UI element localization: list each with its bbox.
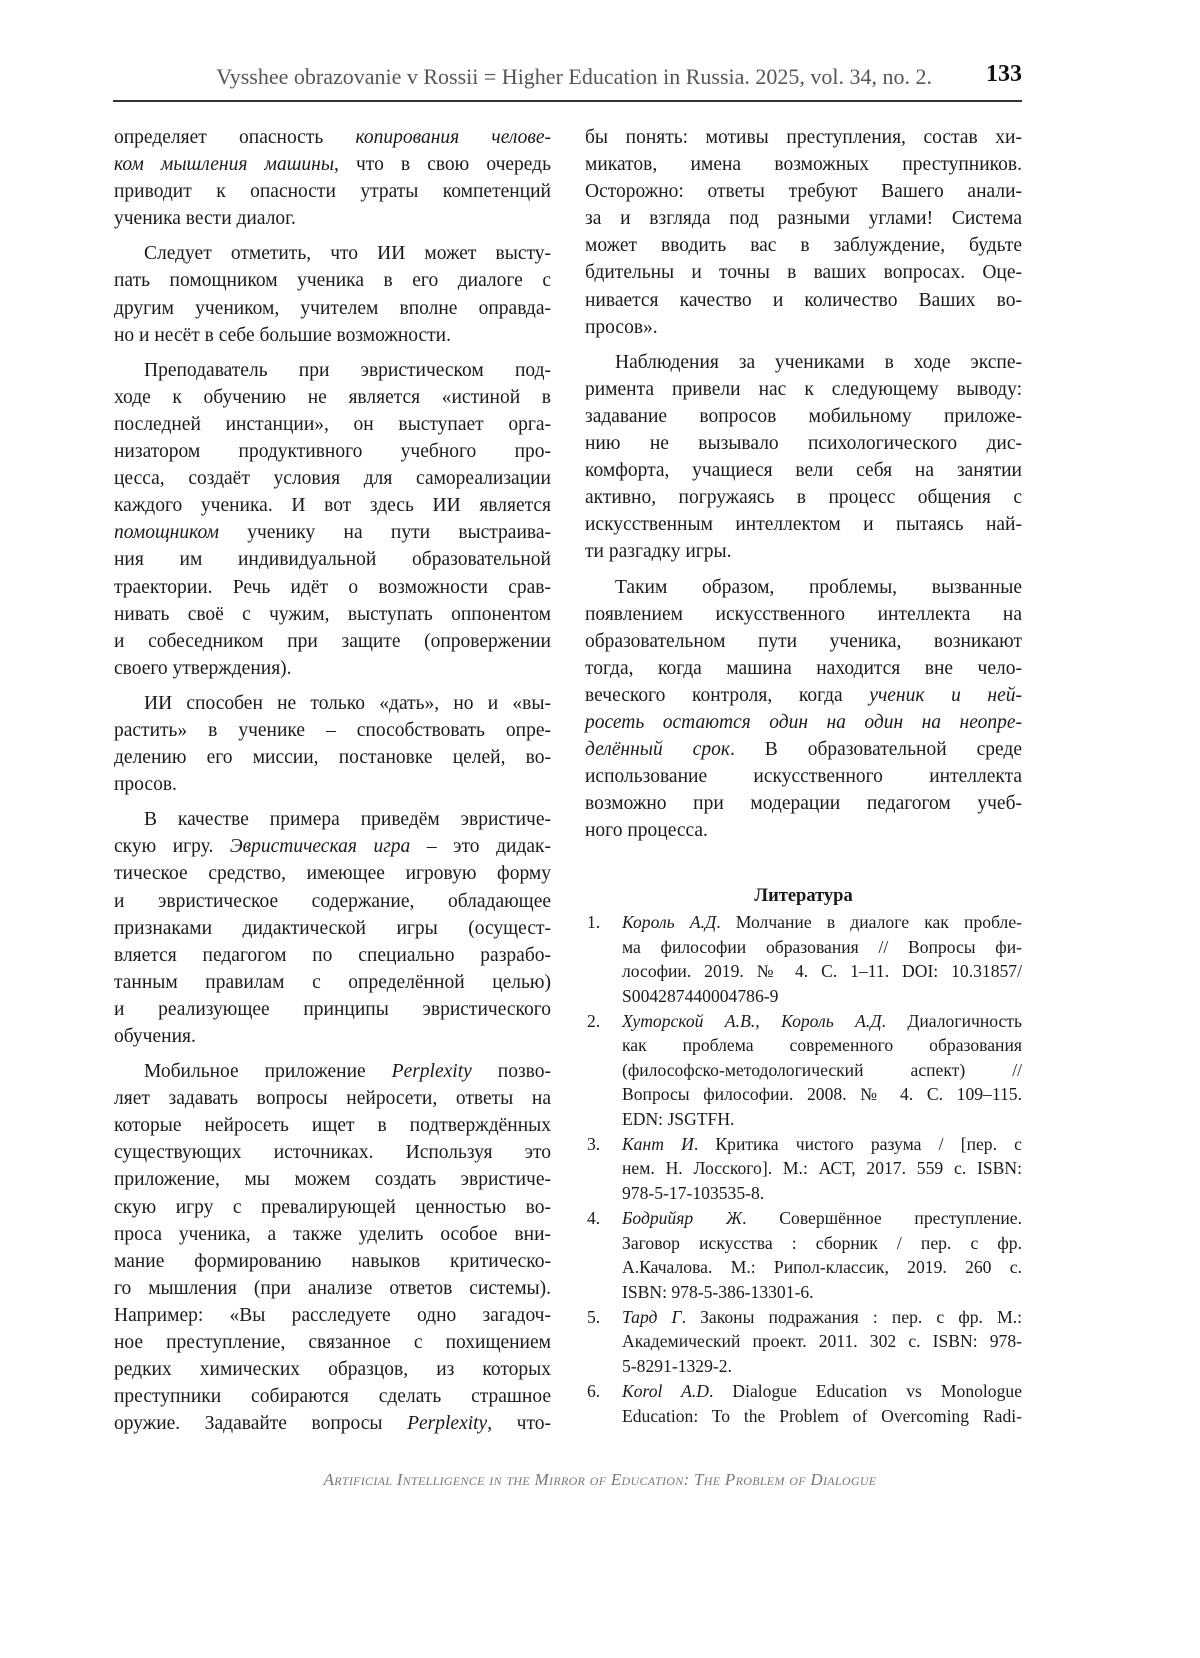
- text: обучения.: [114, 1026, 196, 1047]
- text: Например: «Вы расследуете одно загадоч-: [114, 1304, 551, 1326]
- text: нем. Н. Лосского]. М.: АСТ, 2017. 559 с. ISBN:: [622, 1158, 1022, 1179]
- text: (философско-методологический аспект) //: [622, 1059, 1022, 1080]
- text: растить» в ученике – способствовать опре-: [114, 719, 551, 741]
- text-line: [114, 1139, 551, 1166]
- text-line: [622, 984, 1022, 1008]
- text-line: [114, 492, 551, 519]
- paragraph: [114, 690, 551, 798]
- text: признаками дидактической игры (осущест-: [114, 917, 551, 939]
- text: существующих источниках. Используя это: [114, 1142, 551, 1164]
- text: появлением искусственного интеллекта на: [585, 603, 1022, 625]
- paragraph: [585, 124, 1022, 341]
- text: . Диалогичность: [881, 1011, 1022, 1032]
- text-line: [114, 1383, 551, 1410]
- text: бдительны и точны в ваших вопросах. Оце-: [585, 262, 1022, 284]
- right-column: [585, 124, 1022, 852]
- text: Академический проект. 2011. 302 с. ISBN: 978-: [622, 1331, 1022, 1352]
- text-line: [114, 1356, 551, 1383]
- paragraph: [114, 240, 551, 348]
- reference-number: 6.: [587, 1381, 601, 1402]
- text-line: [114, 124, 551, 151]
- references-heading: Литература: [754, 886, 853, 906]
- italic-text: ученик и ней-: [869, 684, 1023, 706]
- text-line: [114, 178, 551, 205]
- text-line: [114, 996, 551, 1023]
- text: – это дидак-: [410, 836, 551, 858]
- text-line: [114, 942, 551, 969]
- text-line: [585, 124, 1022, 151]
- text: скую игру с превалирующей ценностью во-: [114, 1196, 551, 1218]
- text-line: [114, 601, 551, 628]
- text-line: [622, 959, 1022, 983]
- text: задавание вопросов мобильному приложе-: [585, 405, 1022, 427]
- text: Мобильное приложение: [144, 1061, 392, 1083]
- text-line: [114, 574, 551, 601]
- text: за и взгляда под разными углами! Система: [585, 208, 1022, 230]
- text: ISBN: 978-5-386-13301-6.: [622, 1281, 814, 1302]
- text: тическое средство, имеющее игровую форму: [114, 863, 551, 885]
- text-line: [585, 601, 1022, 628]
- text-line: [114, 1085, 551, 1112]
- italic-text: делённый срок: [585, 739, 730, 761]
- text: цесса, создаёт условия для самореализации: [114, 468, 551, 490]
- text-line: [585, 151, 1022, 178]
- text-line: [585, 682, 1022, 709]
- text: пать помощником ученика в его диалоге с: [114, 270, 551, 292]
- text-line: [585, 484, 1022, 511]
- text: нию не вызывало психологического дис-: [585, 433, 1022, 455]
- text: но и несёт в себе большие возможности.: [114, 324, 451, 346]
- text-line: [622, 935, 1022, 959]
- references-list: [585, 910, 1022, 1428]
- text-line: [622, 1132, 1022, 1156]
- text: ученику на пути выстраива-: [218, 522, 551, 544]
- text: другим учеником, учителем вполне оправда-: [114, 297, 551, 319]
- text-line: [585, 709, 1022, 736]
- text: комфорта, учащиеся вели себя на занятии: [585, 460, 1022, 482]
- text: Таким образом, проблемы, вызванные: [615, 576, 1022, 598]
- text: ное преступление, связанное с похищением: [114, 1332, 551, 1354]
- text: . В образовательной среде: [729, 739, 1023, 761]
- text-line: [622, 1255, 1022, 1279]
- reference-number: 4.: [587, 1208, 601, 1229]
- text: редких химических образцов, из которых: [114, 1359, 551, 1381]
- text: Education: To the Problem of Overcoming Radi-: [622, 1405, 1022, 1426]
- text: . Dialogue Education vs Monologue: [708, 1381, 1023, 1402]
- italic-text: ком мышления машины: [114, 154, 335, 176]
- text-line: [114, 322, 551, 349]
- text-line: [114, 806, 551, 833]
- text-line: [585, 178, 1022, 205]
- text: образовательном пути ученика, возникают: [585, 630, 1022, 652]
- italic-text: копирования челове-: [355, 127, 551, 148]
- reference-item: [585, 1132, 1022, 1205]
- text: низатором продуктивного учебного про-: [114, 441, 551, 463]
- text-line: [114, 1275, 551, 1302]
- paragraph: [585, 349, 1022, 566]
- text-line: [114, 267, 551, 294]
- text: приводит к опасности утраты компетенций: [114, 181, 551, 203]
- text: которые нейросеть ищет в подтверждённых: [114, 1115, 551, 1137]
- page-number: 133: [986, 61, 1022, 87]
- text-line: [114, 1166, 551, 1193]
- text: ти разгадку игры.: [585, 541, 732, 563]
- italic-text: Perplexity: [407, 1413, 488, 1435]
- text-line: [585, 287, 1022, 314]
- text-line: [585, 430, 1022, 457]
- text: просов».: [585, 316, 658, 338]
- italic-text: Эвристическая игра: [229, 836, 411, 858]
- text: S004287440004786-9: [622, 985, 779, 1006]
- text: танным правилам с определённой целью): [114, 971, 551, 993]
- reference-number: 5.: [587, 1306, 601, 1327]
- text: . Совершённое преступление.: [742, 1208, 1022, 1229]
- text: А.Качалова. М.: Рипол-классик, 2019. 260 с.: [622, 1257, 1022, 1278]
- text-line: [622, 1181, 1022, 1205]
- italic-text: Кант И: [622, 1134, 694, 1155]
- text-line: [114, 717, 551, 744]
- running-header: [113, 58, 1022, 102]
- reference-number: 2.: [587, 1011, 601, 1032]
- text-line: [622, 1107, 1022, 1131]
- text-line: [114, 628, 551, 655]
- text: Осторожно: ответы требуют Вашего анали-: [585, 181, 1022, 203]
- text-line: [622, 1280, 1022, 1304]
- text-line: [585, 736, 1022, 763]
- text-line: [114, 1302, 551, 1329]
- text-line: [585, 655, 1022, 682]
- text: активно, погружаясь в процесс общения с: [585, 487, 1022, 509]
- text-line: [114, 465, 551, 492]
- text-line: [585, 259, 1022, 286]
- text: . Молчание в диалоге как пробле-: [716, 912, 1022, 933]
- text-line: [585, 403, 1022, 430]
- text: использование искусственного интеллекта: [585, 766, 1022, 788]
- text: микатов, имена возможных преступников.: [585, 154, 1022, 176]
- text: , что-: [487, 1413, 551, 1435]
- text-line: [114, 1248, 551, 1275]
- text: нивается качество и количество Ваших во-: [585, 289, 1022, 311]
- text-line: [585, 349, 1022, 376]
- italic-text: Perplexity: [391, 1061, 472, 1083]
- text-line: [114, 771, 551, 798]
- text-line: [585, 574, 1022, 601]
- text-line: [114, 969, 551, 996]
- italic-text: Тард Г: [622, 1306, 682, 1327]
- text: каждого ученика. И вот здесь ИИ является: [114, 495, 551, 517]
- text-line: [622, 1206, 1022, 1230]
- text: ляет задавать вопросы нейросети, ответы на: [114, 1088, 551, 1110]
- text: ма философии образования // Вопросы фи-: [622, 936, 1022, 957]
- text-line: [114, 1112, 551, 1139]
- text-line: [114, 888, 551, 915]
- text-line: [114, 240, 551, 267]
- text: мание формированию навыков критическо-: [114, 1250, 551, 1272]
- text-line: [622, 1379, 1022, 1403]
- text: вляется педагогом по специально разрабо-: [114, 944, 551, 966]
- text: Следует отметить, что ИИ может высту-: [144, 243, 551, 265]
- text-line: [585, 376, 1022, 403]
- text: просов.: [114, 774, 177, 796]
- text: Наблюдения за учениками в ходе экспе-: [615, 351, 1022, 373]
- text-line: [585, 232, 1022, 259]
- text: оружие. Задавайте вопросы: [114, 1413, 408, 1435]
- italic-text: помощником: [114, 522, 219, 544]
- text: , что в свою очередь: [334, 154, 551, 176]
- paragraph: [114, 806, 551, 1050]
- text: возможно при модерации педагогом учеб-: [585, 793, 1022, 815]
- text-line: [114, 1194, 551, 1221]
- text-line: [622, 1082, 1022, 1106]
- paragraph: [114, 124, 551, 232]
- text: Заговор искусства : сборник / пер. с фр.: [622, 1232, 1022, 1253]
- italic-text: Хуторской А.В., Король А.Д: [622, 1011, 882, 1032]
- italic-text: Король А.Д: [622, 912, 717, 933]
- text: траектории. Речь идёт о возможности срав-: [114, 576, 551, 598]
- text-line: [585, 790, 1022, 817]
- text-line: [622, 1231, 1022, 1255]
- text-line: [114, 438, 551, 465]
- text-line: [622, 1009, 1022, 1033]
- text-line: [114, 546, 551, 573]
- text: лософии. 2019. № 4. С. 1–11. DOI: 10.31857/: [622, 961, 1022, 982]
- text-line: [585, 457, 1022, 484]
- text-line: [114, 357, 551, 384]
- text-line: [114, 1329, 551, 1356]
- text-line: [114, 655, 551, 682]
- paragraph: [585, 574, 1022, 845]
- text: скую игру.: [114, 836, 230, 858]
- text-line: [114, 744, 551, 771]
- text-line: [114, 151, 551, 178]
- text-line: [622, 1156, 1022, 1180]
- text: как проблема современного образования: [622, 1035, 1022, 1056]
- text: Преподаватель при эвристическом под-: [144, 359, 551, 381]
- text: ходе к обучению не является «истиной в: [114, 386, 551, 408]
- text: 5-8291-1329-2.: [622, 1355, 732, 1376]
- italic-text: росеть остаются один на один на неопре-: [585, 711, 1022, 733]
- text-line: [114, 295, 551, 322]
- text: тогда, когда машина находится вне чело-: [585, 657, 1022, 679]
- text-line: [114, 915, 551, 942]
- text-line: [622, 1354, 1022, 1378]
- text: своего утверждения).: [114, 657, 292, 679]
- text: и собеседником при защите (опровержении: [114, 630, 551, 652]
- text-line: [622, 1329, 1022, 1353]
- text-line: [114, 690, 551, 717]
- references-section: [585, 884, 1022, 1429]
- text: проса ученика, а также уделить особое вни-: [114, 1223, 551, 1245]
- text-line: [114, 1023, 551, 1050]
- text: и реализующее принципы эвристического: [114, 998, 551, 1020]
- text-line: [585, 538, 1022, 565]
- text-line: [622, 910, 1022, 934]
- italic-text: Korol A.D: [622, 1381, 709, 1402]
- text-line: [585, 763, 1022, 790]
- text-line: [114, 384, 551, 411]
- reference-item: [585, 1379, 1022, 1428]
- text: . Законы подражания : пер. с фр. М.:: [681, 1306, 1022, 1327]
- text-line: [114, 1058, 551, 1085]
- reference-item: [585, 1305, 1022, 1378]
- text-line: [585, 314, 1022, 341]
- text: позво-: [471, 1061, 551, 1083]
- text-line: [622, 1033, 1022, 1057]
- text: может вводить вас в заблуждение, будьте: [585, 235, 1022, 257]
- text-line: [622, 1058, 1022, 1082]
- paragraph: [114, 1058, 551, 1437]
- text-line: [114, 519, 551, 546]
- text-line: [114, 1221, 551, 1248]
- italic-text: Бодрийяр Ж: [622, 1208, 743, 1229]
- text: и эвристическое содержание, обладающее: [114, 890, 551, 912]
- reference-number: 1.: [587, 912, 601, 933]
- text: ния им индивидуальной образовательной: [114, 549, 551, 571]
- text: EDN: JSGTFH.: [622, 1108, 735, 1129]
- text: бы понять: мотивы преступления, состав хи-: [585, 127, 1022, 148]
- text: римента привели нас к следующему выводу:: [585, 378, 1022, 400]
- paragraph: [114, 357, 551, 682]
- text-line: [622, 1305, 1022, 1329]
- text: определяет опасность: [114, 127, 356, 148]
- text: последней инстанции», он выступает орга-: [114, 413, 551, 435]
- text: приложение, мы можем создать эвристиче-: [114, 1169, 551, 1191]
- text-line: [585, 511, 1022, 538]
- running-footer: Artificial Intelligence in the Mirror of Education: The Problem of Dialogue: [323, 1470, 877, 1489]
- reference-item: [585, 1206, 1022, 1304]
- text-line: [114, 860, 551, 887]
- text-line: [585, 628, 1022, 655]
- text: го мышления (при анализе ответов системы).: [114, 1277, 551, 1299]
- reference-item: [585, 910, 1022, 1008]
- text: В качестве примера приведём эвристиче-: [144, 809, 551, 831]
- journal-title: Vysshee obrazovanie v Rossii = Higher Education in Russia. 2025, vol. 34, no. 2.: [216, 64, 932, 89]
- text-line: [585, 817, 1022, 844]
- text: Вопросы философии. 2008. № 4. С. 109–115.: [622, 1084, 1022, 1105]
- text-line: [585, 205, 1022, 232]
- left-column: [114, 124, 551, 1445]
- text-line: [114, 1410, 551, 1437]
- text: веческого контроля, когда: [585, 684, 870, 706]
- reference-item: [585, 1009, 1022, 1131]
- text-line: [622, 1404, 1022, 1428]
- text: искусственным интеллектом и пытаясь най-: [585, 514, 1022, 536]
- text-line: [114, 205, 551, 232]
- text: . Критика чистого разума / [пер. с: [693, 1134, 1022, 1155]
- text: преступники собираются сделать страшное: [114, 1386, 551, 1408]
- text-line: [114, 833, 551, 860]
- text: ИИ способен не только «дать», но и «вы-: [144, 692, 551, 714]
- text: делению его миссии, постановке целей, во-: [114, 747, 551, 769]
- text: ного процесса.: [585, 820, 708, 842]
- text: ученика вести диалог.: [114, 208, 296, 230]
- text: нивать своё с чужим, выступать оппонентом: [114, 603, 551, 625]
- text-line: [114, 411, 551, 438]
- reference-number: 3.: [587, 1134, 601, 1155]
- text: 978-5-17-103535-8.: [622, 1182, 765, 1203]
